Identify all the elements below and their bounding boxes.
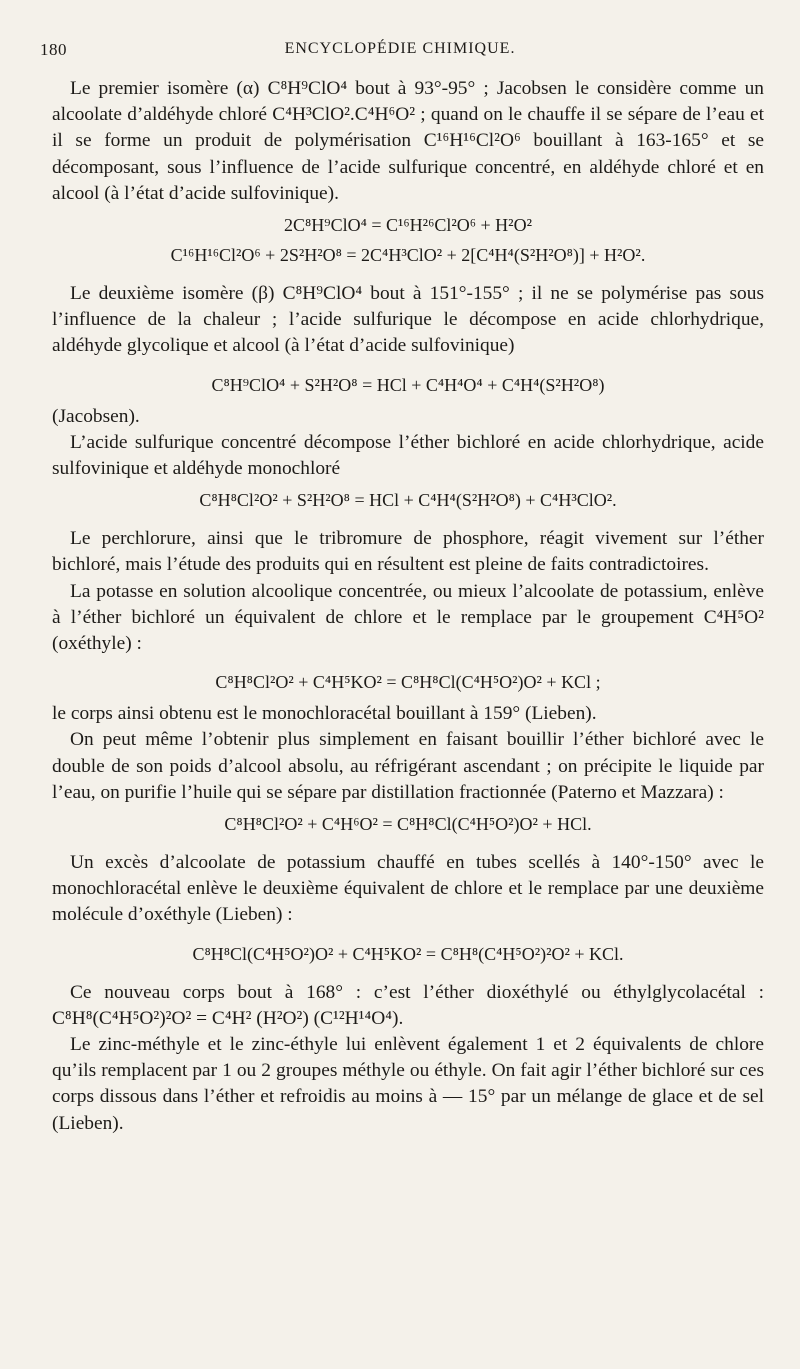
paragraph: L’acide sulfurique concentré décompose l’éther bichloré en acide chlorhydrique, acide sulfovinique et aldéhyde monochloré: [52, 431, 764, 480]
page-header: [40, 40, 760, 68]
paragraph: Le deuxième isomère (β) C⁸H⁹ClO⁴ bout à 151°-155° ; il ne se polymérise pas sous l’influence de la chaleur ; l’acide sulfurique le décompose en acide chlorhydrique, aldéhyde glycolique et alcool (à l’état d’acide sulfovinique): [52, 283, 764, 357]
paragraph: La potasse en solution alcoolique concentrée, ou mieux l’alcoolate de potassium, enlève à l’éther bichloré un équivalent de chlore et le remplace par le groupement C⁴H⁵O² (oxéthyle) :: [52, 580, 764, 655]
running-title: ENCYCLOPÉDIE CHIMIQUE.: [284, 40, 516, 57]
text-body: [52, 76, 764, 1137]
equation: C⁸H⁸Cl²O² + S²H²O⁸ = HCl + C⁴H⁴(S²H²O⁸) + C⁴H³ClO².: [199, 490, 617, 511]
paragraph: Le premier isomère (α) C⁸H⁹ClO⁴ bout à 93°-95° ; Jacobsen le considère comme un alcoolate d’aldéhyde chloré C⁴H³ClO².C⁴H⁶O² ; quand on le chauffe il se sépare de l’eau et il se forme un produit de polymérisation C¹⁶H¹⁶Cl²O⁶ bouillant à 163-165° et se décomposant, sous l’influence de l’acide sulfurique concentré, en aldéhyde chloré et en alcool (à l’état d’acide sulfovinique).: [52, 78, 764, 204]
equation: C⁸H⁹ClO⁴ + S²H²O⁸ = HCl + C⁴H⁴O⁴ + C⁴H⁴(S²H²O⁸): [211, 374, 605, 395]
equation: 2C⁸H⁹ClO⁴ = C¹⁶H²⁶Cl²O⁶ + H²O²: [284, 215, 532, 236]
paragraph: (Jacobsen).: [52, 405, 140, 427]
equation: C⁸H⁸Cl(C⁴H⁵O²)O² + C⁴H⁵KO² = C⁸H⁸(C⁴H⁵O²)²O² + KCl.: [192, 943, 624, 964]
page-number: 180: [40, 40, 67, 59]
paragraph: le corps ainsi obtenu est le monochloracétal bouillant à 159° (Lieben).: [52, 703, 597, 725]
paragraph: Ce nouveau corps bout à 168° : c’est l’éther dioxéthylé ou éthylglycolacétal : C⁸H⁸(C⁴H⁵O²)²O² = C⁴H² (H²O²) (C¹²H¹⁴O⁴).: [52, 981, 764, 1029]
paragraph: On peut même l’obtenir plus simplement en faisant bouillir l’éther bichloré avec le double de son poids d’alcool absolu, au réfrigérant ascendant ; on précipite le liquide par l’eau, on purifie l’huile qui se sépare par distillation fractionnée (Paterno et Mazzara) :: [52, 729, 764, 803]
paragraph: Le perchlorure, ainsi que le tribromure de phosphore, réagit vivement sur l’éther bichloré, mais l’étude des produits qui en résultent est pleine de faits contradictoires.: [52, 528, 764, 576]
paragraph: Un excès d’alcoolate de potassium chauffé en tubes scellés à 140°-150° avec le monochloracétal enlève le deuxième équivalent de chlore et le remplace par une deuxième molécule d’oxéthyle (Lieben) :: [52, 852, 764, 926]
paragraph: Le zinc-méthyle et le zinc-éthyle lui enlèvent également 1 et 2 équivalents de chlore qu’ils remplacent par 1 ou 2 groupes méthyle ou éthyle. On fait agir l’éther bichloré sur ces corps dissous dans l’éther et refroidis au moins à — 15° par un mélange de glace et de sel (Lieben).: [52, 1034, 764, 1134]
equation: C¹⁶H¹⁶Cl²O⁶ + 2S²H²O⁸ = 2C⁴H³ClO² + 2[C⁴H⁴(S²H²O⁸)] + H²O².: [170, 245, 646, 266]
equation: C⁸H⁸Cl²O² + C⁴H⁶O² = C⁸H⁸Cl(C⁴H⁵O²)O² + HCl.: [224, 814, 592, 835]
equation: C⁸H⁸Cl²O² + C⁴H⁵KO² = C⁸H⁸Cl(C⁴H⁵O²)O² + KCl ;: [215, 672, 601, 693]
